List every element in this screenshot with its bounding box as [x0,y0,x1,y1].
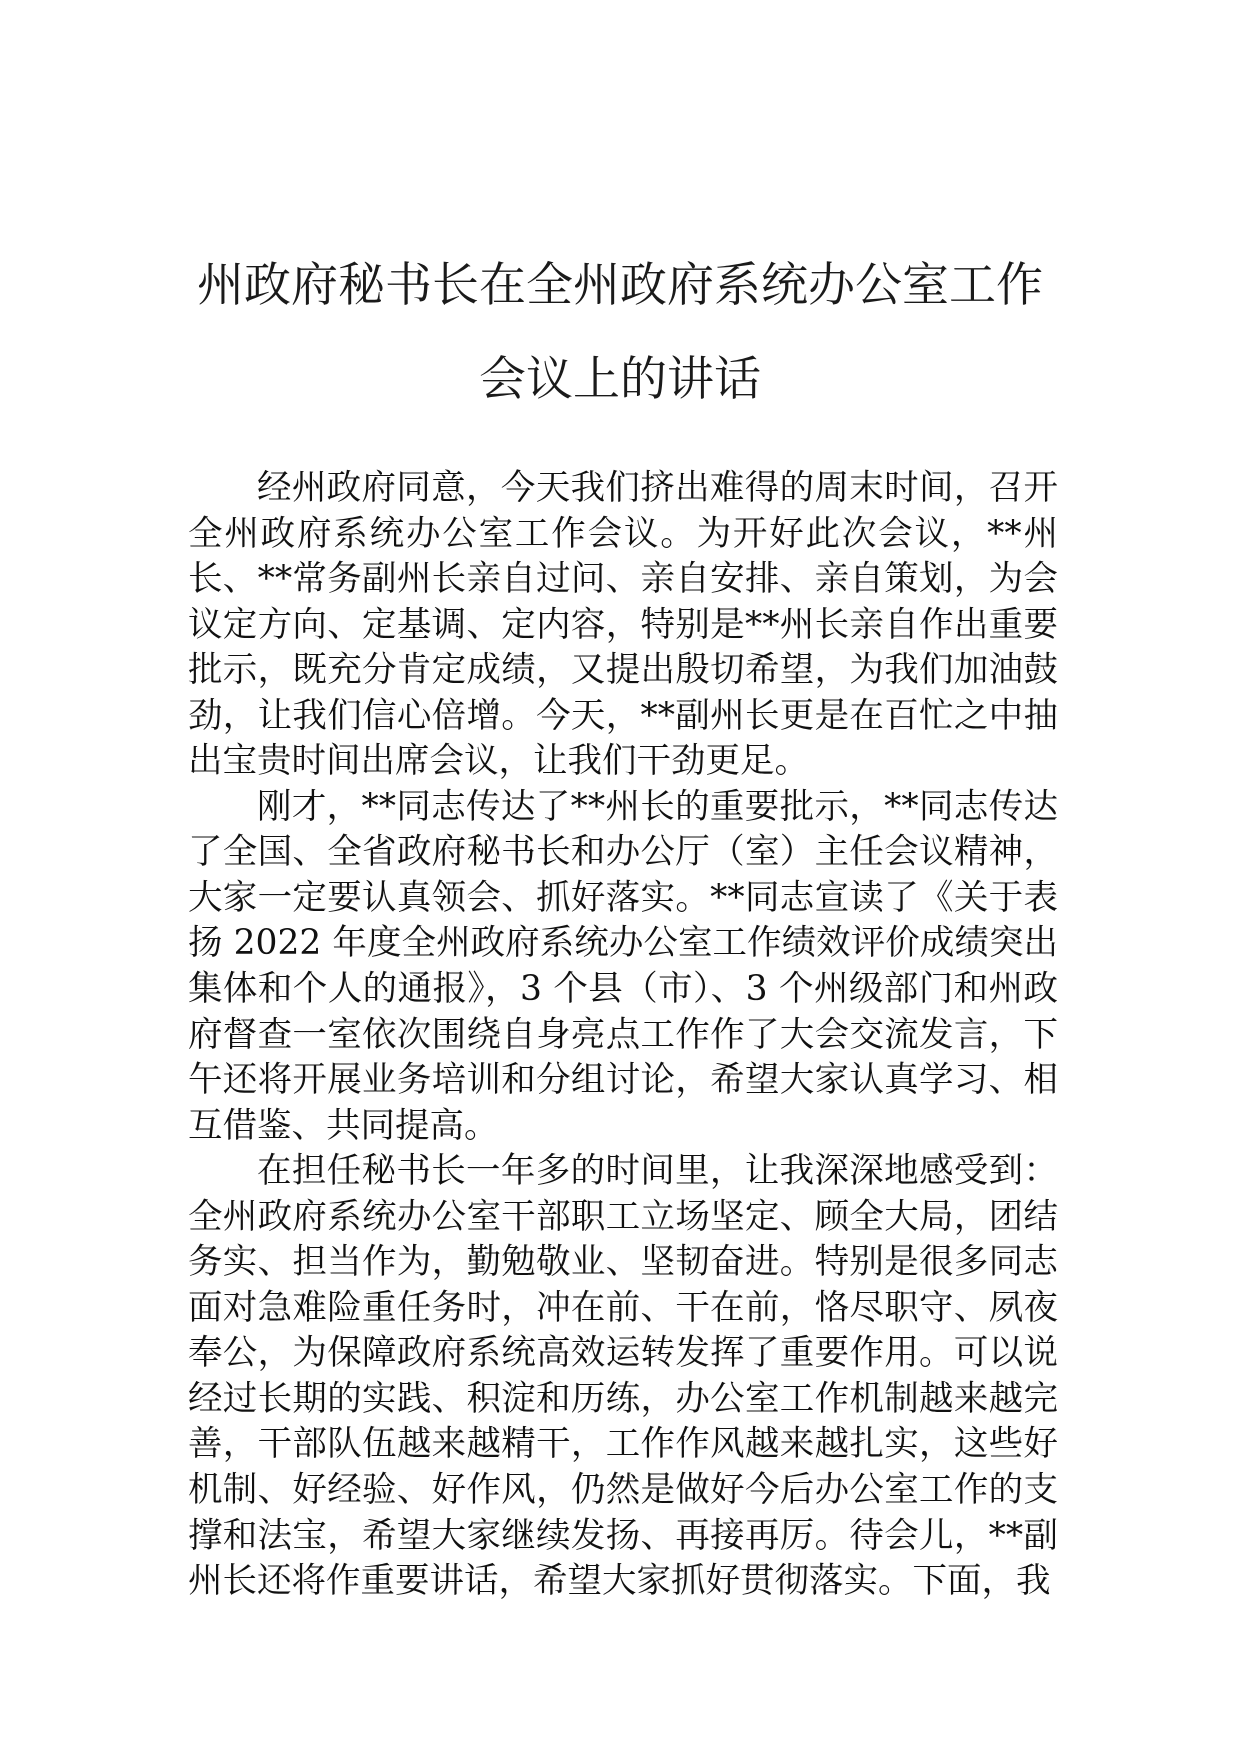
body-paragraph: 经州政府同意，今天我们挤出难得的周末时间，召开全州政府系统办公室工作会议。为开好此次会议，**州长、**常务副州长亲自过问、亲自安排、亲自策划，为会议定方向、定基调、定内容，特别是**州长亲自作出重要批示，既充分肯定成绩，又提出殷切希望，为我们加油鼓劲，让我们信心倍增。今天，**副州长更是在百忙之中抽出宝贵时间出席会议，让我们干劲更足。 [188,468,1058,782]
document-title-line-1: 州政府秘书长在全州政府系统办公室工作 [197,258,1043,313]
body-paragraph: 刚才，**同志传达了**州长的重要批示，**同志传达了全国、全省政府秘书长和办公厅（室）主任会议精神，大家一定要认真领会、抓好落实。**同志宣读了《关于表扬 2022 年度全州政府系统办公室工作绩效评价成绩突出集体和个人的通报》，3 个县（市）、3 个州级部门和州政府督查一室依次围绕自身亮点工作作了大会交流发言，下午还将开展业务培训和分组讨论，希望大家认真学习、相互借鉴、共同提高。 [188,786,1058,1146]
document-title-line-2: 会议上的讲话 [479,352,761,407]
document-body [188,466,1058,1605]
body-paragraph: 在担任秘书长一年多的时间里，让我深深地感受到：全州政府系统办公室干部职工立场坚定、顾全大局，团结务实、担当作为，勤勉敬业、坚韧奋进。特别是很多同志面对急难险重任务时，冲在前、干在前，恪尽职守、夙夜奉公，为保障政府系统高效运转发挥了重要作用。可以说经过长期的实践、积淀和历练，办公室工作机制越来越完善，干部队伍越来越精干，工作作风越来越扎实，这些好机制、好经验、好作风，仍然是做好今后办公室工作的支撑和法宝，希望大家继续发扬、再接再厉。待会儿，**副州长还将作重要讲话，希望大家抓好贯彻落实。下面，我 [188,1151,1058,1602]
